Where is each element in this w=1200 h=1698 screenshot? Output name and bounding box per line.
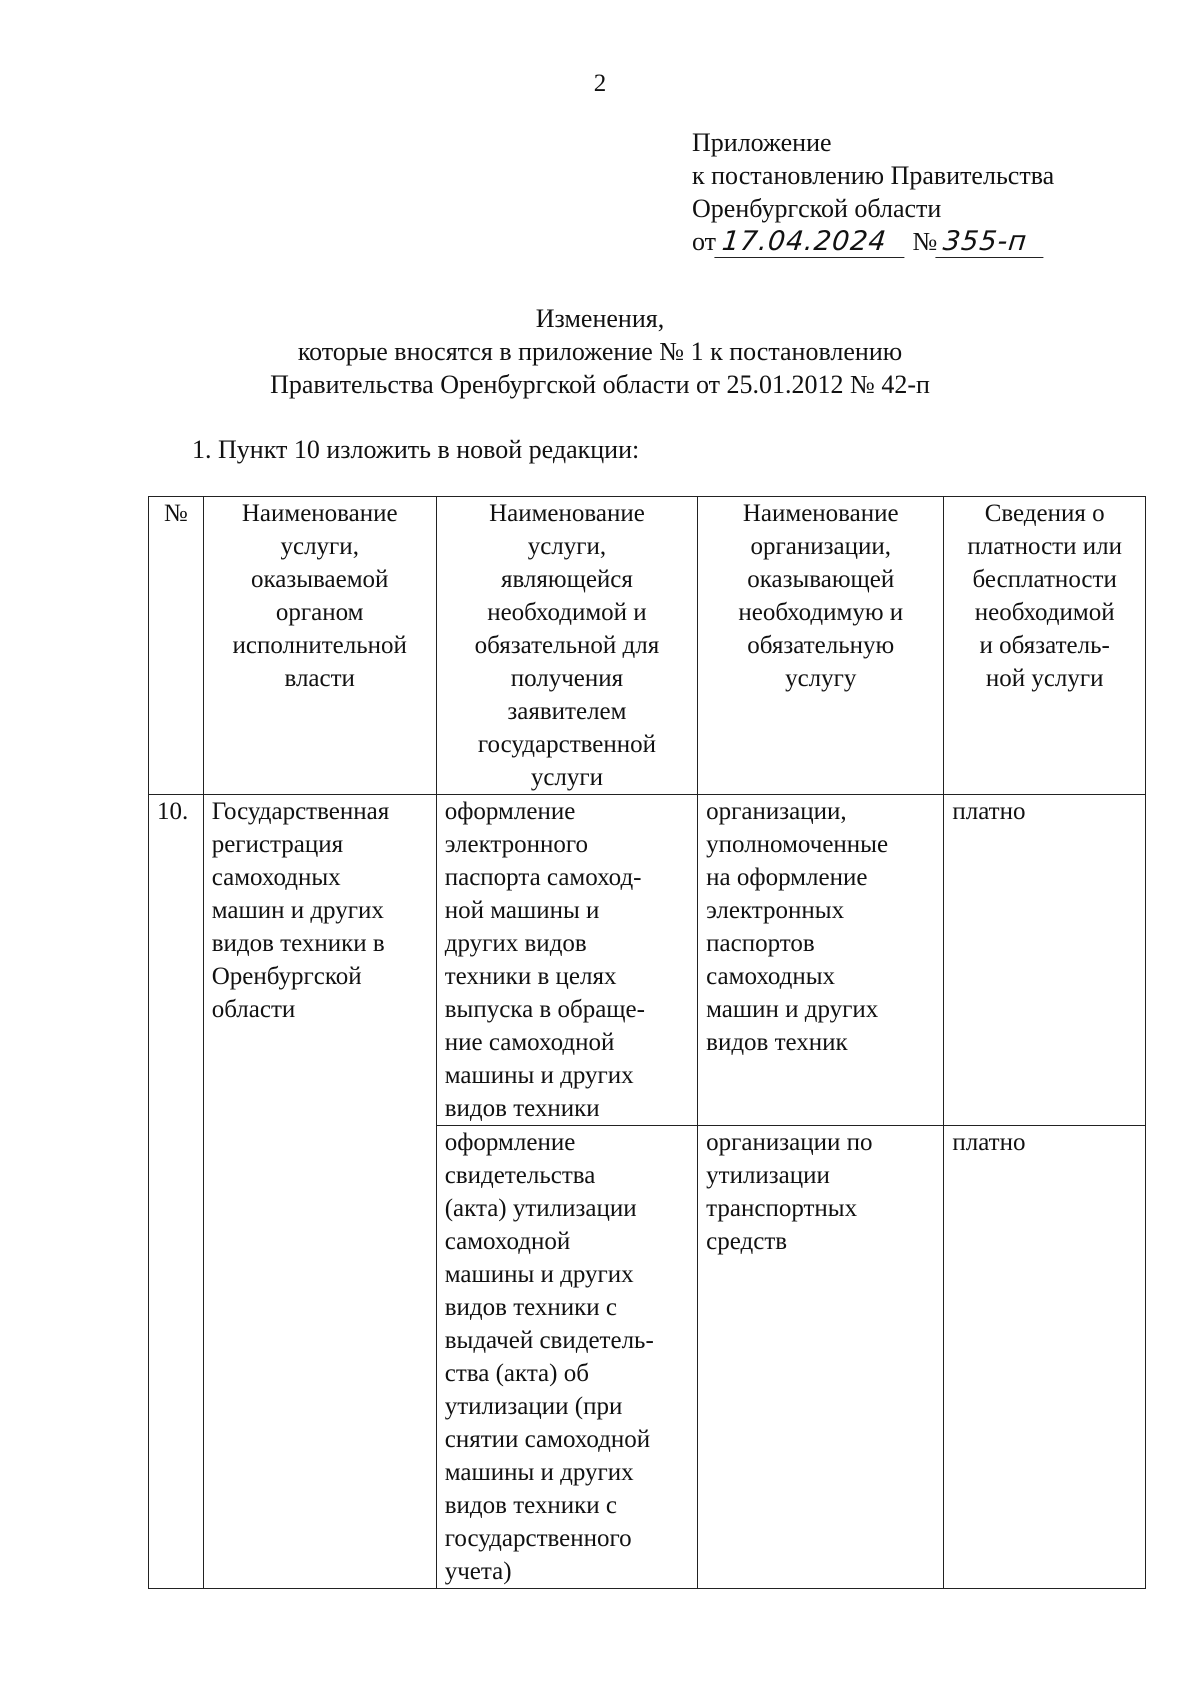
appendix-block xyxy=(692,126,1054,258)
number-prefix: № xyxy=(912,227,938,256)
payment-cell: платно xyxy=(944,1126,1146,1589)
organization-cell: организации, уполномоченные на оформление электронных паспортов самоходных машин и других видов техник xyxy=(698,795,944,1126)
header-service-name: Наименование услуги, оказываемой органом исполнительной власти xyxy=(203,497,436,795)
required-service-cell: оформление свидетельства (акта) утилизации самоходной машины и других видов техники с выдачей свидетель- ства (акта) об утилизации (при снятии самоходной машины и других видов техники с государственного учета) xyxy=(436,1126,697,1589)
handwritten-number: 355-п xyxy=(936,227,1047,258)
payment-cell: платно xyxy=(944,795,1146,1126)
page-number: 2 xyxy=(593,70,607,97)
header-number: № xyxy=(149,497,204,795)
date-prefix: от xyxy=(692,227,717,256)
instruction-text: 1. Пункт 10 изложить в новой редакции: xyxy=(192,435,640,464)
service-name-cell: Государственная регистрация самоходных машин и других видов техники в Оренбургской области xyxy=(203,795,436,1589)
document-heading xyxy=(0,302,1200,401)
appendix-date-line xyxy=(692,225,1054,258)
required-service-cell: оформление электронного паспорта самоход- ной машины и других видов техники в целях выпуска в обраще- ние самоходной машины и других видов техники xyxy=(436,795,697,1126)
heading-line-1: Изменения, xyxy=(535,304,665,333)
table-header-row xyxy=(149,497,1146,795)
heading-line-3: Правительства Оренбургской области от 25.01.2012 № 42-п xyxy=(270,370,930,399)
heading-line-2: которые вносятся в приложение № 1 к постановлению xyxy=(297,337,903,366)
organization-cell: организации по утилизации транспортных средств xyxy=(698,1126,944,1589)
appendix-line-3: Оренбургской области xyxy=(692,194,942,223)
header-organization: Наименование организации, оказывающей необходимую и обязательную услугу xyxy=(698,497,944,795)
header-payment: Сведения о платности или бесплатности необходимой и обязатель- ной услуги xyxy=(944,497,1146,795)
header-required-service: Наименование услуги, являющейся необходимой и обязательной для получения заявителем государственной услуги xyxy=(436,497,697,795)
row-number: 10. xyxy=(149,795,204,1589)
appendix-line-2: к постановлению Правительства xyxy=(692,161,1055,190)
appendix-title: Приложение xyxy=(692,128,832,157)
handwritten-date: 17.04.2024 xyxy=(714,227,907,258)
table-row xyxy=(149,795,1146,1126)
changes-table xyxy=(148,496,1146,1589)
